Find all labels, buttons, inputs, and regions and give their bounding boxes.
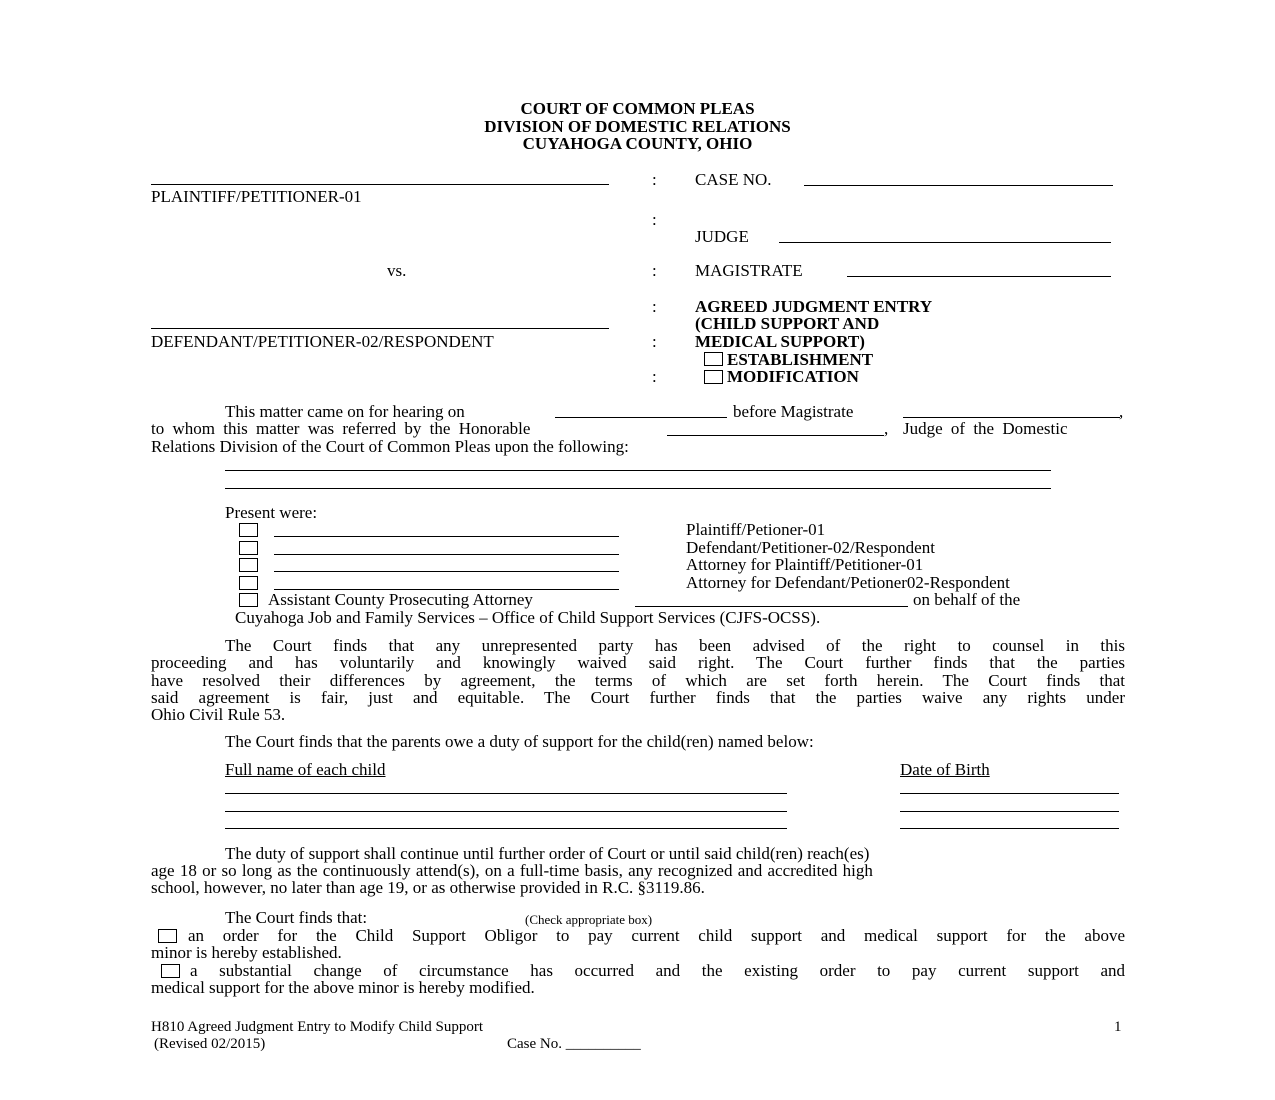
present-name-field[interactable] [274, 571, 619, 572]
child-dob-header: Date of Birth [900, 760, 990, 779]
hearing-text: Judge of the Domestic [903, 419, 1068, 438]
entry-subtitle: (CHILD SUPPORT AND [695, 314, 880, 333]
child-dob-field[interactable] [900, 793, 1119, 794]
child-name-field[interactable] [225, 828, 787, 829]
caption-colon: : [652, 297, 657, 316]
caption-colon: : [652, 367, 657, 386]
caption-colon: : [652, 332, 657, 351]
modification-checkbox[interactable] [704, 370, 723, 384]
court-finds-option: a substantial change of circumstance has occurred and the existing order to pay current support and [190, 961, 1125, 980]
prosecutor-text: Assistant County Prosecuting Attorney [268, 590, 533, 609]
findings-text: have resolved their differences by agreement, the terms of which are set forth herein. The Court finds that [151, 671, 1125, 690]
findings-text: said agreement is fair, just and equitable. The Court further finds that the parties waive any rights under [151, 688, 1125, 707]
hearing-date-field[interactable] [555, 417, 727, 418]
defendant-line[interactable] [151, 328, 609, 329]
magistrate-name-field[interactable] [903, 417, 1120, 418]
revision-date: (Revised 02/2015) [154, 1036, 266, 1052]
judge-field[interactable] [779, 242, 1111, 243]
court-division: DIVISION OF DOMESTIC RELATIONS [484, 117, 791, 136]
vs-label: vs. [387, 261, 407, 280]
court-county: CUYAHOGA COUNTY, OHIO [522, 134, 753, 153]
duty-text: age 18 or so long as the continuously attend(s), on a full-time basis, any recognized and accredited high [151, 861, 873, 880]
hearing-text: to whom this matter was referred by the Honorable [151, 419, 531, 438]
footer-case-no: Case No. __________ [507, 1036, 641, 1052]
present-name-field[interactable] [274, 536, 619, 537]
judge-label: JUDGE [695, 227, 749, 246]
child-dob-field[interactable] [900, 811, 1119, 812]
findings-text: proceeding and has voluntarily and knowingly waived said right. The Court further finds that the parties [151, 653, 1125, 672]
present-role: Plaintiff/Petioner-01 [686, 520, 826, 539]
entry-title: AGREED JUDGMENT ENTRY [695, 297, 933, 316]
magistrate-field[interactable] [847, 276, 1111, 277]
caption-colon: : [652, 210, 657, 229]
establish-order-checkbox[interactable] [158, 929, 177, 943]
judge-name-field[interactable] [667, 435, 884, 436]
court-name: COURT OF COMMON PLEAS [520, 99, 755, 118]
hearing-notes-field[interactable] [225, 488, 1051, 489]
child-dob-field[interactable] [900, 828, 1119, 829]
present-checkbox[interactable] [239, 541, 258, 555]
plaintiff-label: PLAINTIFF/PETITIONER-01 [151, 187, 362, 206]
establishment-label: ESTABLISHMENT [727, 350, 874, 369]
prosecutor-name-field[interactable] [635, 606, 908, 607]
page-number: 1 [1114, 1019, 1122, 1035]
present-role: Defendant/Petitioner-02/Respondent [686, 538, 935, 557]
child-name-field[interactable] [225, 811, 787, 812]
findings-text: Ohio Civil Rule 53. [151, 705, 286, 724]
duty-text: The duty of support shall continue until further order of Court or until said child(ren) reach(es) [225, 844, 870, 863]
prosecutor-checkbox[interactable] [239, 593, 258, 607]
hearing-text: Relations Division of the Court of Common Pleas upon the following: [151, 437, 629, 456]
hearing-text: before Magistrate [733, 402, 854, 421]
hearing-notes-field[interactable] [225, 470, 1051, 471]
court-finds-option: an order for the Child Support Obligor to pay current child support and medical support for the above [188, 926, 1125, 945]
modification-label: MODIFICATION [727, 367, 859, 386]
court-finds-option: minor is hereby established. [151, 943, 342, 962]
modify-order-checkbox[interactable] [161, 964, 180, 978]
caption-colon: : [652, 261, 657, 280]
case-no-label: CASE NO. [695, 170, 772, 189]
hearing-text: This matter came on for hearing on [225, 402, 465, 421]
present-checkbox[interactable] [239, 576, 258, 590]
court-finds-label: The Court finds that: [225, 908, 368, 927]
court-finds-option: medical support for the above minor is hereby modified. [151, 978, 535, 997]
entry-subtitle: MEDICAL SUPPORT) [695, 332, 865, 351]
caption-colon: : [652, 170, 657, 189]
prosecutor-text: Cuyahoga Job and Family Services – Office of Child Support Services (CJFS-OCSS). [235, 608, 821, 627]
magistrate-label: MAGISTRATE [695, 261, 803, 280]
present-role: Attorney for Plaintiff/Petitioner-01 [686, 555, 924, 574]
child-name-field[interactable] [225, 793, 787, 794]
plaintiff-line[interactable] [151, 184, 609, 185]
establishment-checkbox[interactable] [704, 352, 723, 366]
child-name-header: Full name of each child [225, 760, 386, 779]
case-no-field[interactable] [804, 185, 1113, 186]
defendant-label: DEFENDANT/PETITIONER-02/RESPONDENT [151, 332, 494, 351]
present-checkbox[interactable] [239, 523, 258, 537]
children-intro: The Court finds that the parents owe a duty of support for the child(ren) named below: [225, 732, 814, 751]
present-name-field[interactable] [274, 554, 619, 555]
duty-text: school, however, no later than age 19, or as otherwise provided in R.C. §3119.86. [151, 878, 705, 897]
present-role: Attorney for Defendant/Petioner02-Respondent [686, 573, 1010, 592]
present-checkbox[interactable] [239, 558, 258, 572]
check-hint: (Check appropriate box) [525, 912, 653, 927]
prosecutor-text: on behalf of the [913, 590, 1021, 609]
findings-text: The Court finds that any unrepresented party has been advised of the right to counsel in this [225, 636, 1125, 655]
present-label: Present were: [225, 503, 318, 522]
form-number: H810 Agreed Judgment Entry to Modify Child Support [151, 1019, 484, 1035]
